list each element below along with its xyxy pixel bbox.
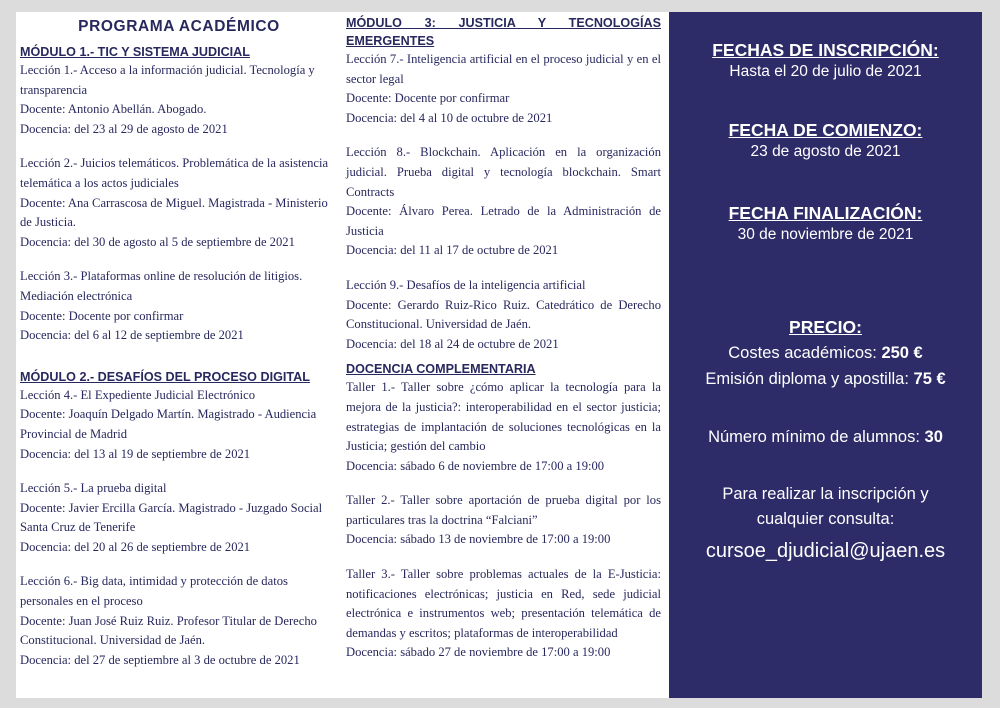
lesson-dates: Docencia: del 4 al 10 de octubre de 2021	[346, 110, 553, 125]
lesson-dates: Docencia: del 6 al 12 de septiembre de 2021	[20, 328, 244, 343]
lesson-5	[20, 479, 338, 557]
end-date	[669, 202, 982, 246]
registration-value: Hasta el 20 de julio de 2021	[729, 63, 922, 80]
workshop-title: Taller 3.- Taller sobre problemas actuales de la E-Justicia: notificaciones electrónicas; justicia en Red, sede judicial electrónica e instrumentos web; presentación telemática de demandas y escritos; plataformas de interoperabilidad	[346, 567, 661, 640]
minimum-students	[669, 424, 982, 450]
lesson-title: Lección 9.- Desafíos de la inteligencia artificial	[346, 277, 586, 292]
registration-dates	[669, 39, 982, 83]
lesson-title: Lección 2.- Juicios telemáticos. Problemática de la asistencia telemática a los actos judiciales	[20, 156, 329, 190]
lesson-dates: Docencia: del 27 de septiembre al 3 de octubre de 2021	[20, 652, 300, 667]
lesson-title: Lección 7.- Inteligencia artificial en el proceso judicial y en el sector legal	[346, 52, 661, 86]
diploma-cost	[669, 366, 982, 392]
module-2-title: MÓDULO 2.- DESAFÍOS DEL PROCESO DIGITAL	[20, 369, 310, 384]
workshop-dates: Docencia: sábado 27 de noviembre de 17:00 a 19:00	[346, 645, 611, 660]
lesson-2	[20, 154, 338, 252]
lesson-teacher: Docente: Ana Carrascosa de Miguel. Magistrada - Ministerio de Justicia.	[20, 195, 328, 230]
lesson-9	[346, 276, 661, 354]
workshop-dates: Docencia: sábado 13 de noviembre de 17:00 a 19:00	[346, 532, 611, 547]
complementary-title: DOCENCIA COMPLEMENTARIA	[346, 362, 536, 377]
workshop-title: Taller 2.- Taller sobre aportación de prueba digital por los particulares tras la doctrina “Falciani”	[346, 493, 661, 527]
lesson-title: Lección 3.- Plataformas online de resolución de litigios. Mediación electrónica	[20, 269, 303, 303]
lesson-dates: Docencia: del 18 al 24 de octubre de 2021	[346, 336, 559, 351]
contact-email[interactable]: cursoe_djudicial@ujaen.es	[705, 540, 946, 562]
start-value: 23 de agosto de 2021	[750, 143, 901, 160]
lesson-teacher: Docente: Gerardo Ruiz-Rico Ruiz. Catedrático de Derecho Constitucional. Universidad de Jaén.	[346, 297, 661, 332]
workshop-1	[346, 378, 661, 476]
price-heading: PRECIO:	[789, 317, 862, 337]
lesson-title: Lección 8.- Blockchain. Aplicación en la organización judicial. Prueba digital y tecnología blockchain. Smart Contracts	[346, 145, 661, 199]
lesson-title: Lección 4.- El Expediente Judicial Electrónico	[20, 387, 255, 402]
lesson-title: Lección 5.- La prueba digital	[20, 481, 167, 496]
start-date	[669, 119, 982, 163]
end-value: 30 de noviembre de 2021	[737, 226, 914, 243]
diploma-cost-label: Emisión diploma y apostilla:	[705, 370, 909, 388]
module-1-title: MÓDULO 1.- TIC Y SISTEMA JUDICIAL	[20, 45, 250, 59]
academic-cost-label: Costes académicos:	[728, 344, 877, 362]
academic-cost-value: 250 €	[881, 344, 923, 362]
contact-line-1: Para realizar la inscripción y	[722, 485, 929, 503]
lesson-teacher: Docente: Docente por confirmar	[20, 308, 184, 323]
lesson-3	[20, 267, 338, 345]
lesson-dates: Docencia: del 23 al 29 de agosto de 2021	[20, 121, 228, 136]
lesson-teacher: Docente: Álvaro Perea. Letrado de la Administración de Justicia	[346, 204, 661, 238]
registration-heading: FECHAS DE INSCRIPCIÓN:	[712, 40, 939, 60]
workshop-title: Taller 1.- Taller sobre ¿cómo aplicar la tecnología para la mejora de la justicia?: interoperabilidad en el sector justicia; estrategias de implantación de soluciones tecnológicas en la Justicia; gestión del cambio	[346, 380, 661, 454]
lesson-teacher: Docente: Antonio Abellán. Abogado.	[20, 102, 207, 117]
lesson-dates: Docencia: del 20 al 26 de septiembre de 2021	[20, 539, 251, 554]
academic-cost	[669, 340, 982, 366]
end-heading: FECHA FINALIZACIÓN:	[728, 203, 923, 223]
workshop-dates: Docencia: sábado 6 de noviembre de 17:00 a 19:00	[346, 458, 605, 473]
lesson-title: Lección 1.- Acceso a la información judicial. Tecnología y transparencia	[20, 63, 315, 97]
lesson-dates: Docencia: del 30 de agosto al 5 de septiembre de 2021	[20, 234, 295, 249]
lesson-title: Lección 6.- Big data, intimidad y protección de datos personales en el proceso	[20, 574, 288, 609]
program-column-left	[20, 17, 338, 670]
contact	[669, 482, 982, 564]
lesson-dates: Docencia: del 13 al 19 de septiembre de 2021	[20, 446, 251, 461]
minimum-students-label: Número mínimo de alumnos:	[708, 428, 920, 446]
workshop-2	[346, 491, 661, 550]
info-panel	[669, 12, 982, 698]
lesson-teacher: Docente: Docente por confirmar	[346, 91, 510, 106]
diploma-cost-value: 75 €	[913, 370, 946, 388]
program-title: PROGRAMA ACADÉMICO	[78, 18, 280, 35]
lesson-7	[346, 50, 661, 128]
price	[669, 316, 982, 392]
program-column-middle	[346, 14, 661, 663]
lesson-6	[20, 572, 338, 670]
minimum-students-value: 30	[924, 428, 943, 446]
lesson-teacher: Docente: Joaquín Delgado Martín. Magistrado - Audiencia Provincial de Madrid	[20, 407, 317, 441]
lesson-teacher: Docente: Juan José Ruiz Ruiz. Profesor Titular de Derecho Constitucional. Universidad de Jaén.	[20, 613, 317, 648]
workshop-3	[346, 565, 661, 663]
lesson-dates: Docencia: del 11 al 17 de octubre de 2021	[346, 243, 559, 258]
lesson-teacher: Docente: Javier Ercilla García. Magistrado - Juzgado Social Santa Cruz de Tenerife	[20, 500, 323, 535]
start-heading: FECHA DE COMIENZO:	[728, 120, 923, 140]
module-3-title: MÓDULO 3: JUSTICIA Y TECNOLOGÍAS EMERGENTES	[346, 16, 661, 48]
contact-line-2: cualquier consulta:	[756, 510, 895, 528]
lesson-1	[20, 61, 338, 139]
lesson-4	[20, 386, 338, 464]
lesson-8	[346, 143, 661, 261]
